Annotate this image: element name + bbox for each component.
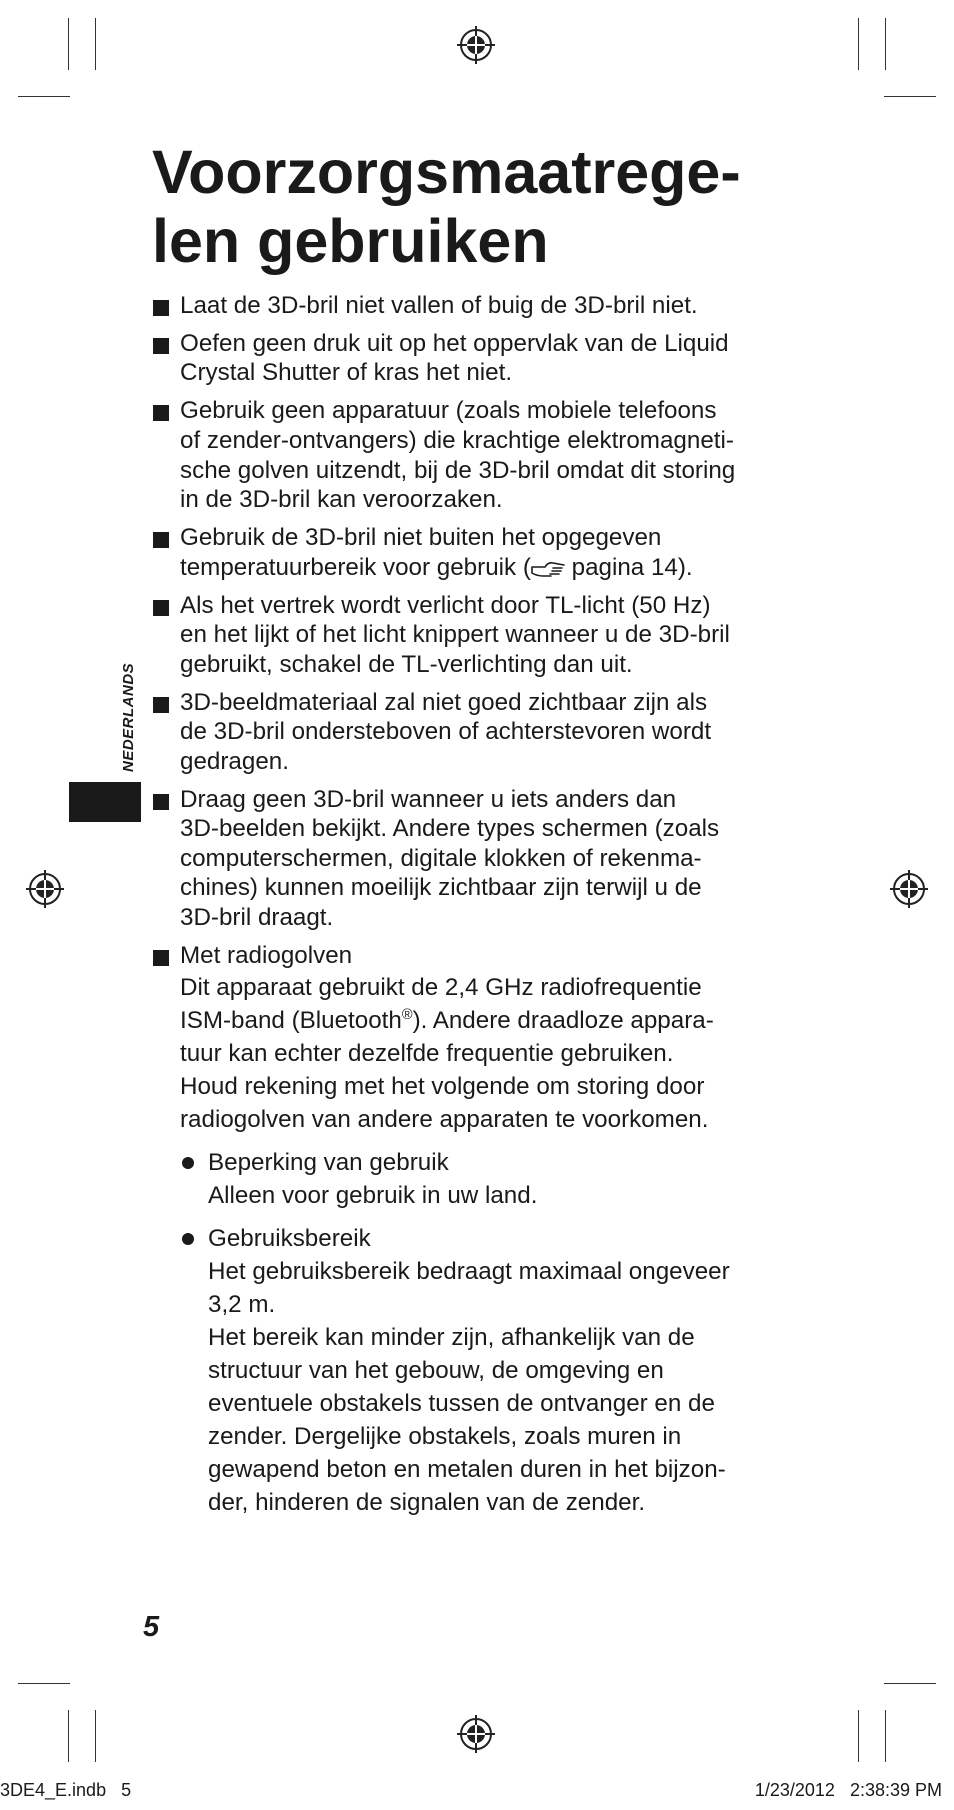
page-title — [152, 138, 792, 276]
title-line: len gebruiken — [152, 207, 549, 275]
square-bullet-icon — [153, 697, 169, 713]
registration-mark-icon — [26, 870, 64, 908]
item-text: Oefen geen druk uit op het oppervlak van de Liquid Crystal Shutter of kras het niet. — [180, 329, 729, 387]
registration-mark-icon — [890, 870, 928, 908]
item-text: Draag geen 3D-bril wanneer u iets anders dan 3D-beelden bekijkt. Andere types schermen (zoals computerschermen, digitale klokken of rekenma- chines) kunnen moeilijk zichtbaar zijn terwijl u de 3D-bril draagt. — [180, 785, 720, 932]
square-bullet-icon — [153, 405, 169, 421]
crop-mark — [884, 1683, 936, 1684]
list-item — [152, 688, 790, 777]
sub-list-item — [152, 1146, 790, 1212]
language-tab-label: NEDERLANDS — [120, 662, 137, 772]
crop-mark — [68, 18, 69, 70]
title-line: Voorzorgsmaatrege- — [152, 138, 741, 206]
crop-mark — [95, 18, 96, 70]
crop-mark — [858, 1710, 859, 1762]
registration-mark-icon — [457, 26, 495, 64]
list-item — [152, 396, 790, 514]
radio-description: Dit apparaat gebruikt de 2,4 GHz radiofrequentie ISM-band (Bluetooth®). Andere draadloze appara- tuur kan echter dezelfde frequentie gebruiken. Houd rekening met het volgende om storing door radiogolven van andere apparaten te voorkomen. — [180, 973, 714, 1133]
crop-mark — [885, 1710, 886, 1762]
crop-mark — [95, 1710, 96, 1762]
round-bullet-icon — [182, 1157, 194, 1169]
footer-timestamp: 1/23/2012 2:38:39 PM — [754, 1780, 942, 1800]
item-text: Gebruik geen apparatuur (zoals mobiele telefoons of zender-ontvangers) die krachtige elektromagneti- sche golven uitzendt, bij de 3D-bril omdat dit storing in de 3D-bril kan veroorzaken. — [180, 397, 736, 514]
sub-item-text: Beperking van gebruik Alleen voor gebruik in uw land. — [208, 1148, 538, 1209]
item-text: 3D-beeldmateriaal zal niet goed zichtbaar zijn als de 3D-bril ondersteboven of achterstevoren wordt gedragen. — [180, 688, 712, 775]
sub-list-item — [152, 1222, 790, 1519]
square-bullet-icon — [153, 600, 169, 616]
crop-mark — [858, 18, 859, 70]
crop-mark — [885, 18, 886, 70]
list-item — [152, 291, 790, 321]
list-item-radio-waves — [152, 941, 790, 1136]
pointing-hand-icon — [531, 560, 565, 578]
round-bullet-icon — [182, 1233, 194, 1245]
list-item — [152, 523, 790, 582]
square-bullet-icon — [153, 532, 169, 548]
crop-mark — [68, 1710, 69, 1762]
square-bullet-icon — [153, 950, 169, 966]
crop-mark — [884, 96, 936, 97]
item-text: Laat de 3D-bril niet vallen of buig de 3D-bril niet. — [180, 292, 698, 319]
item-text: Gebruik de 3D-bril niet buiten het opgegeven temperatuurbereik voor gebruik ( pagina 14). — [180, 524, 693, 581]
language-tab-marker — [69, 782, 141, 822]
radio-heading: Met radiogolven — [180, 941, 353, 969]
registration-mark-icon — [457, 1715, 495, 1753]
page-number: 5 — [143, 1611, 160, 1643]
sub-item-text: Gebruiksbereik Het gebruiksbereik bedraagt maximaal ongeveer 3,2 m. Het bereik kan minder zijn, afhankelijk van de structuur van het gebouw, de omgeving en eventuele obstakels tussen de ontvanger en de zender. Dergelijke obstakels, zoals muren in gewapend beton en metalen duren in het bijzon- der, hinderen de signalen van de zender. — [208, 1224, 730, 1516]
footer-file-name: 3DE4_E.indb 5 — [0, 1780, 132, 1800]
crop-mark — [18, 1683, 70, 1684]
precautions-list — [152, 291, 790, 1519]
list-item — [152, 329, 790, 388]
list-item — [152, 591, 790, 680]
square-bullet-icon — [153, 300, 169, 316]
list-item — [152, 785, 790, 933]
item-text: Als het vertrek wordt verlicht door TL-licht (50 Hz) en het lijkt of het licht knippert wanneer u de 3D-bril gebruikt, schakel de TL-verlichting dan uit. — [180, 591, 730, 678]
square-bullet-icon — [153, 794, 169, 810]
crop-mark — [18, 96, 70, 97]
square-bullet-icon — [153, 338, 169, 354]
